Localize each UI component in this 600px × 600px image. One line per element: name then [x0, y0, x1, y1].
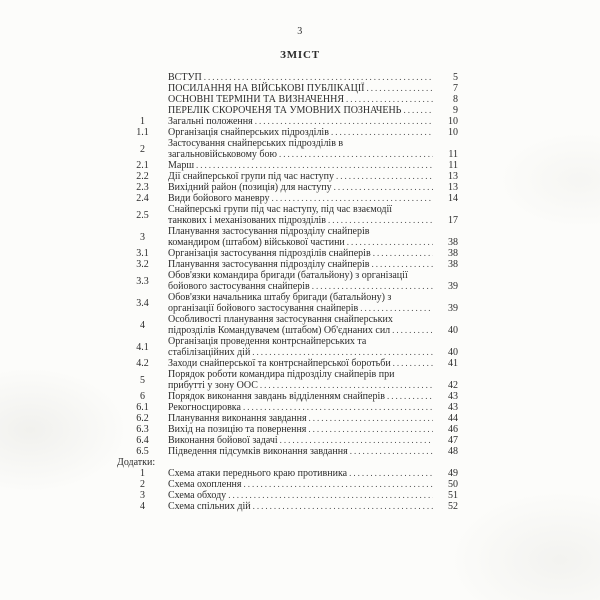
toc-entry [117, 259, 458, 270]
toc-entry [117, 226, 458, 248]
entry-body [168, 127, 458, 138]
entry-page-number: 48 [448, 446, 458, 457]
entry-title: Марш [168, 160, 195, 171]
entry-title: ОСНОВНІ ТЕРМІНИ ТА ВИЗНАЧЕННЯ [168, 94, 345, 105]
toc-entry [117, 314, 458, 336]
entry-last-line [168, 468, 458, 479]
entry-title-line: Снайперські групи під час наступу, під час взаємодії [168, 204, 393, 215]
dot-leader [255, 116, 433, 127]
entry-last-line [168, 479, 458, 490]
entry-number: 2.3 [136, 182, 149, 193]
entry-body [168, 292, 458, 314]
toc-entry [117, 116, 458, 127]
entry-number: 3.1 [136, 248, 149, 259]
entry-page-number: 42 [448, 380, 458, 391]
entry-body [168, 479, 458, 490]
toc-entry [117, 358, 458, 369]
entry-last-line [168, 501, 458, 512]
entry-page-number: 47 [448, 435, 458, 446]
entry-title: стабілізаційних дій [168, 347, 251, 358]
dot-leader [312, 281, 433, 292]
entry-last-line [168, 402, 458, 413]
entry-title: Виконання бойової задачі [168, 435, 278, 446]
entry-last-line [168, 303, 458, 314]
dot-leader [387, 391, 433, 402]
dot-leader [328, 215, 433, 226]
entry-title: Вихідний район (позиція) для наступу [168, 182, 332, 193]
entry-last-line [168, 94, 458, 105]
dot-leader [309, 413, 433, 424]
entry-body [168, 204, 458, 226]
entry-title: Організація снайперських підрозділів [168, 127, 329, 138]
entry-body [168, 160, 458, 171]
entry-page-number: 40 [448, 325, 458, 336]
toc-entry [117, 248, 458, 259]
entry-page-number: 44 [448, 413, 458, 424]
entry-last-line [168, 380, 458, 391]
entry-body [168, 424, 458, 435]
entry-body [168, 468, 458, 479]
dot-leader [244, 479, 433, 490]
entry-title: Планування виконання завдання [168, 413, 307, 424]
entry-last-line [168, 413, 458, 424]
entry-body [168, 193, 458, 204]
entry-last-line [168, 435, 458, 446]
entry-title: командиром (штабом) військової частини [168, 237, 345, 248]
toc-entry [117, 83, 458, 94]
entry-number: 4 [140, 501, 145, 512]
entry-number: 3 [140, 490, 145, 501]
entry-title: ВСТУП [168, 72, 202, 83]
dot-leader [373, 248, 433, 259]
dot-leader [243, 402, 433, 413]
entry-title-line: Обов'язки командира бригади (батальйону) з організації [168, 270, 408, 281]
entry-number: 6 [140, 391, 145, 402]
entry-number: 5 [140, 374, 145, 386]
entry-last-line [168, 490, 458, 501]
entry-number: 6.2 [136, 413, 149, 424]
entry-last-line [168, 127, 458, 138]
entry-body [168, 182, 458, 193]
toc-entry [117, 479, 458, 490]
dot-leader [360, 303, 433, 314]
dot-leader [336, 171, 433, 182]
toc-entry [117, 138, 458, 160]
entry-last-line [168, 281, 458, 292]
toc-entry [117, 435, 458, 446]
entry-page-number: 10 [448, 127, 458, 138]
entry-title-line: Планування застосування підрозділу снайперів [168, 226, 370, 237]
entry-page-number: 39 [448, 281, 458, 292]
entry-title: загальновійськовому бою [168, 149, 277, 160]
dot-leader [347, 237, 433, 248]
appendix-label: Додатки: [117, 457, 156, 468]
dot-leader [349, 468, 433, 479]
entry-title: Схема атаки переднього краю противника [168, 468, 348, 479]
dot-leader [228, 490, 433, 501]
entry-title: Загальні положення [168, 116, 253, 127]
entry-last-line [168, 424, 458, 435]
entry-last-line [168, 259, 458, 270]
dot-leader [350, 446, 433, 457]
contents-title: ЗМІСТ [280, 49, 320, 61]
entry-last-line [168, 193, 458, 204]
dot-leader [260, 380, 433, 391]
entry-page-number: 8 [453, 94, 458, 105]
entry-page-number: 17 [448, 215, 458, 226]
dot-leader [253, 501, 433, 512]
entry-number: 3.4 [136, 297, 149, 309]
entry-last-line [168, 325, 458, 336]
entry-body [168, 435, 458, 446]
dot-leader [331, 127, 433, 138]
entry-title: Рекогносцировка [168, 402, 241, 413]
entry-body [168, 94, 458, 105]
entry-body [168, 490, 458, 501]
entry-page-number: 52 [448, 501, 458, 512]
entry-last-line [168, 72, 458, 83]
toc-entry [117, 424, 458, 435]
entry-title: прибутті у зону ООС [168, 380, 258, 391]
entry-title: Схема спільних дій [168, 501, 251, 512]
dot-leader [271, 193, 433, 204]
entry-title: Схема охоплення [168, 479, 242, 490]
entry-number: 1.1 [136, 127, 149, 138]
entry-page-number: 39 [448, 303, 458, 314]
entry-title-line: Обов'язки начальника штабу бригади (батальйону) з [168, 292, 392, 303]
entry-number: 2.5 [136, 209, 149, 221]
entry-number: 6.3 [136, 424, 149, 435]
entry-title: танкових і механізованих підрозділів [168, 215, 327, 226]
entry-title: ПЕРЕЛІК СКОРОЧЕНЯ ТА УМОВНИХ ПОЗНАЧЕНЬ [168, 105, 402, 116]
entry-page-number: 10 [448, 116, 458, 127]
dot-leader [346, 94, 433, 105]
entry-last-line [168, 248, 458, 259]
dot-leader [308, 424, 433, 435]
entry-title: Планування застосування підрозділу снайперів [168, 259, 370, 270]
toc-entry [117, 490, 458, 501]
entry-last-line [168, 358, 458, 369]
entry-page-number: 14 [448, 193, 458, 204]
page-number: 3 [297, 26, 303, 37]
dot-leader [366, 83, 433, 94]
entry-body [168, 248, 458, 259]
entry-body [168, 446, 458, 457]
entry-page-number: 13 [448, 182, 458, 193]
toc-entry [117, 292, 458, 314]
entry-title: Вихід на позицію та повернення [168, 424, 307, 435]
toc-entry [117, 171, 458, 182]
dot-leader [279, 149, 433, 160]
entry-last-line [168, 237, 458, 248]
dot-leader [204, 72, 433, 83]
entry-page-number: 51 [448, 490, 458, 501]
entry-body [168, 314, 458, 336]
entry-body [168, 402, 458, 413]
entry-body [168, 413, 458, 424]
entry-last-line [168, 116, 458, 127]
toc-entry [117, 413, 458, 424]
toc-entry [117, 193, 458, 204]
entry-number: 3 [140, 231, 145, 243]
entry-page-number: 40 [448, 347, 458, 358]
toc-entry [117, 336, 458, 358]
entry-page-number: 43 [448, 391, 458, 402]
toc-entry [117, 402, 458, 413]
entry-last-line [168, 391, 458, 402]
entry-title: Порядок виконання завдань відділенням снайперів [168, 391, 385, 402]
entry-last-line [168, 160, 458, 171]
entry-number: 2.4 [136, 193, 149, 204]
toc-entry [117, 446, 458, 457]
entry-number: 1 [140, 116, 145, 127]
toc-entry [117, 204, 458, 226]
entry-body [168, 270, 458, 292]
entry-page-number: 9 [453, 105, 458, 116]
dot-leader [372, 259, 434, 270]
entry-title: Види бойового маневру [168, 193, 270, 204]
entry-number: 4.2 [136, 358, 149, 369]
entry-page-number: 38 [448, 248, 458, 259]
dot-leader [280, 435, 433, 446]
entry-body [168, 138, 458, 160]
entry-title-line: Організація проведення контрснайперських та [168, 336, 367, 347]
entry-body [168, 171, 458, 182]
dot-leader [392, 325, 433, 336]
entry-title-line: Особливості планування застосування снайперських [168, 314, 393, 325]
toc-entry [117, 105, 458, 116]
entry-title: організації бойового застосування снайперів [168, 303, 359, 314]
entry-number: 1 [140, 468, 145, 479]
entry-title: Схема обходу [168, 490, 227, 501]
dot-leader [403, 105, 433, 116]
dot-leader [334, 182, 433, 193]
dot-leader [196, 160, 433, 171]
entry-last-line [168, 182, 458, 193]
entry-number: 4.1 [136, 341, 149, 353]
toc-entry [117, 369, 458, 391]
entry-body [168, 226, 458, 248]
entry-title: Заходи снайперської та контрснайперської боротьби [168, 358, 391, 369]
entry-body [168, 72, 458, 83]
entry-page-number: 5 [453, 72, 458, 83]
entry-last-line [168, 105, 458, 116]
entry-title: Організація застосування підрозділів снайперів [168, 248, 371, 259]
toc-entry [117, 160, 458, 171]
entry-number: 2 [140, 143, 145, 155]
dot-leader [252, 347, 433, 358]
entry-number: 6.1 [136, 402, 149, 413]
entry-number: 6.4 [136, 435, 149, 446]
entry-body [168, 336, 458, 358]
entry-page-number: 49 [448, 468, 458, 479]
entry-body [168, 116, 458, 127]
entry-title: бойового застосування снайперів [168, 281, 310, 292]
entry-title: підрозділів Командувачем (штабом) Об'єднаних сил [168, 325, 391, 336]
entry-body [168, 369, 458, 391]
entry-number: 2.1 [136, 160, 149, 171]
entry-title: ПОСИЛАННЯ НА ВІЙСЬКОВІ ПУБЛІКАЦІЇ [168, 83, 365, 94]
toc-entry [117, 72, 458, 83]
toc-section-label-row [117, 457, 458, 468]
entry-last-line [168, 347, 458, 358]
entry-last-line [168, 83, 458, 94]
entry-last-line [168, 446, 458, 457]
entry-number: 3.2 [136, 259, 149, 270]
entry-body [168, 83, 458, 94]
entry-number: 2.2 [136, 171, 149, 182]
entry-page-number: 38 [448, 259, 458, 270]
entry-title-line: Застосування снайперських підрозділів в [168, 138, 344, 149]
entry-body [168, 105, 458, 116]
dot-leader [393, 358, 433, 369]
entry-page-number: 46 [448, 424, 458, 435]
entry-last-line [168, 149, 458, 160]
entry-page-number: 41 [448, 358, 458, 369]
toc-entry [117, 94, 458, 105]
entry-last-line [168, 171, 458, 182]
entry-page-number: 11 [448, 149, 458, 160]
entry-page-number: 13 [448, 171, 458, 182]
entry-page-number: 50 [448, 479, 458, 490]
entry-number: 2 [140, 479, 145, 490]
entry-title: Підведення підсумків виконання завдання [168, 446, 348, 457]
toc-entry [117, 127, 458, 138]
entry-body [168, 501, 458, 512]
toc-entry [117, 468, 458, 479]
toc-entry [117, 270, 458, 292]
toc-list [117, 72, 458, 512]
entry-body [168, 259, 458, 270]
entry-body [168, 358, 458, 369]
toc-entry [117, 501, 458, 512]
entry-number: 3.3 [136, 275, 149, 287]
toc-entry [117, 391, 458, 402]
entry-title-line: Порядок роботи командира підрозділу снайперів при [168, 369, 395, 380]
entry-page-number: 11 [448, 160, 458, 171]
entry-page-number: 43 [448, 402, 458, 413]
entry-body [168, 391, 458, 402]
entry-title: Дії снайперської групи під час наступу [168, 171, 334, 182]
toc-entry [117, 182, 458, 193]
entry-page-number: 7 [453, 83, 458, 94]
entry-last-line [168, 215, 458, 226]
entry-page-number: 38 [448, 237, 458, 248]
entry-number: 6.5 [136, 446, 149, 457]
entry-number: 4 [140, 319, 145, 331]
